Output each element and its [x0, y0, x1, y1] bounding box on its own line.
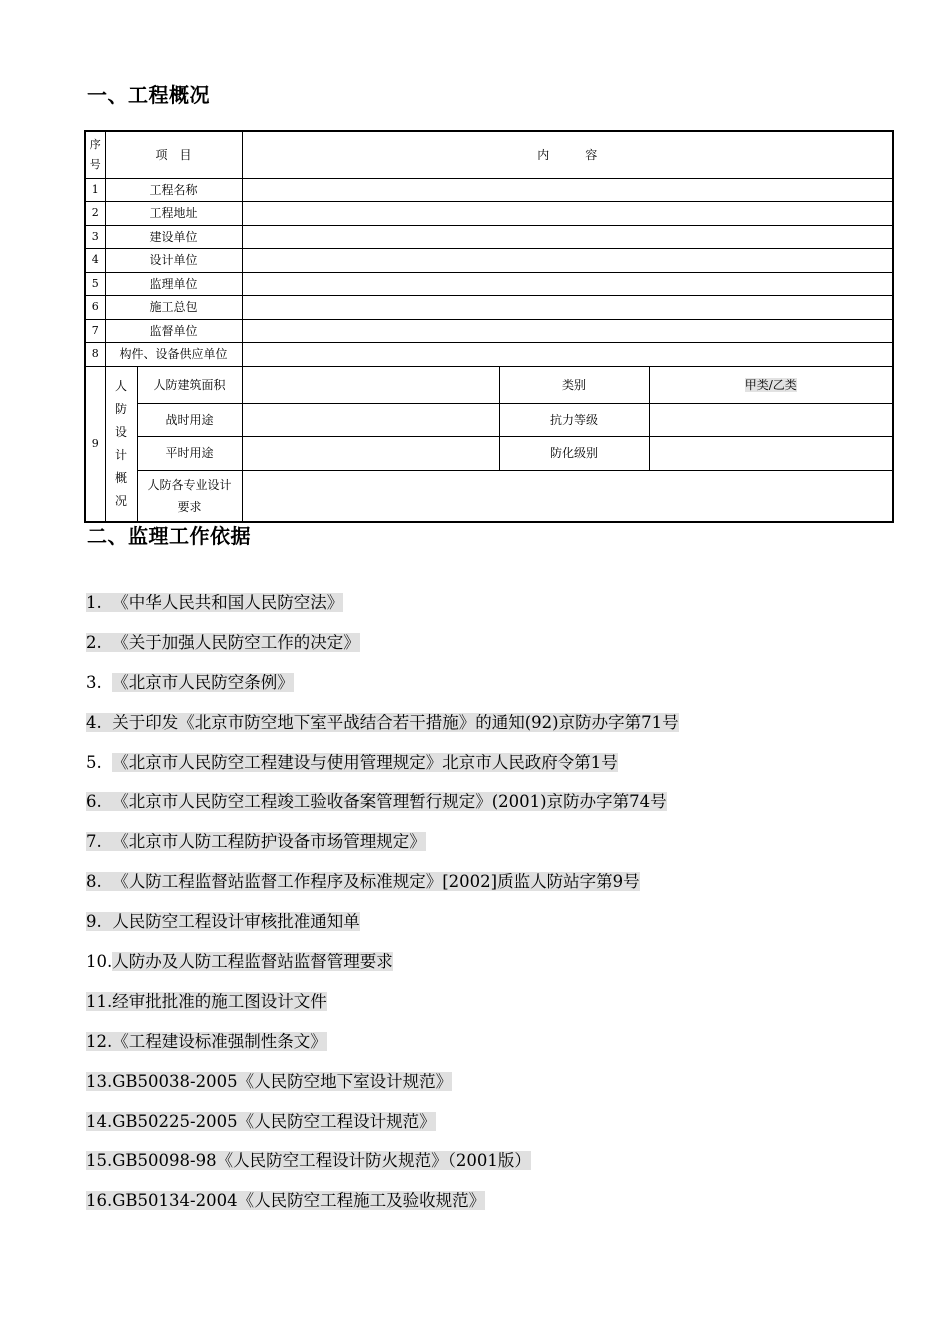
requirements-label: 人防各专业设计要求 [137, 470, 242, 522]
civil-defense-row-wartime [85, 403, 893, 436]
header-content: 内 容 [242, 131, 893, 178]
civil-defense-row-area [85, 366, 893, 403]
list-item [86, 870, 846, 910]
item-num: 3. [86, 672, 102, 692]
item-num: 14. [86, 1111, 113, 1131]
item-num: 9. [86, 912, 102, 932]
section-title-overview: 一、工程概况 [87, 83, 210, 107]
item-text: 《中华人民共和国人民防空法》 [112, 593, 344, 612]
item-num: 2. [86, 632, 102, 652]
table-row [85, 319, 893, 343]
list-item [86, 591, 846, 631]
row-seq: 1 [85, 178, 105, 202]
list-item [86, 1189, 846, 1229]
item-num: 5. [86, 752, 102, 772]
item-num: 7. [86, 832, 102, 852]
row-seq: 3 [85, 225, 105, 249]
row-item: 设计单位 [105, 249, 242, 273]
row-seq: 7 [85, 319, 105, 343]
item-num: 8. [86, 872, 102, 892]
item-text: 人防办及人防工程监督站监督管理要求 [112, 952, 393, 972]
table-header-row [85, 131, 893, 178]
item-text: GB50098-98《人民防空工程设计防火规范》（2001版） [112, 1151, 531, 1171]
list-item [86, 751, 846, 791]
item-text: GB50134-2004《人民防空工程施工及验收规范》 [112, 1191, 486, 1211]
item-text: 《关于加强人民防空工作的决定》 [112, 632, 360, 652]
chemical-value-empty[interactable] [649, 436, 893, 470]
list-item [86, 631, 846, 671]
civil-defense-row-requirements [85, 470, 893, 522]
item-text: 《北京市人防工程防护设备市场管理规定》 [112, 832, 426, 852]
resistance-value-empty[interactable] [649, 403, 893, 436]
table-row [85, 249, 893, 273]
item-num: 4. [86, 712, 102, 732]
list-item [86, 950, 846, 990]
table-row [85, 272, 893, 296]
item-text: 《北京市人民防空工程建设与使用管理规定》北京市人民政府令第1号 [112, 752, 618, 772]
list-item [86, 910, 846, 950]
item-num: 15. [86, 1151, 113, 1171]
item-text: 经审批批准的施工图设计文件 [112, 991, 327, 1011]
peacetime-value-empty[interactable] [242, 436, 499, 470]
row-item: 监理单位 [105, 272, 242, 296]
item-text: 《人防工程监督站监督工作程序及标准规定》[2002]质监人防站字第9号 [112, 872, 640, 892]
resistance-label: 抗力等级 [499, 403, 649, 436]
section-title-basis: 二、监理工作依据 [87, 524, 251, 548]
list-item [86, 790, 846, 830]
row-item: 工程地址 [105, 202, 242, 226]
row-item: 工程名称 [105, 178, 242, 202]
basis-list [86, 591, 846, 1229]
row-content-empty[interactable] [242, 249, 893, 273]
row-seq: 2 [85, 202, 105, 226]
chemical-label: 防化级别 [499, 436, 649, 470]
item-num: 13. [86, 1071, 113, 1091]
row-seq: 4 [85, 249, 105, 273]
requirements-value-empty[interactable] [242, 470, 893, 522]
item-num: 11. [86, 991, 113, 1011]
row-seq: 8 [85, 343, 105, 367]
header-seq: 序号 [85, 131, 105, 178]
wartime-label: 战时用途 [137, 403, 242, 436]
civil-defense-row-peacetime [85, 436, 893, 470]
row-content-empty[interactable] [242, 343, 893, 367]
item-num: 16. [86, 1191, 113, 1211]
table-row [85, 343, 893, 367]
row-seq: 5 [85, 272, 105, 296]
item-num: 10. [86, 952, 113, 972]
list-item [86, 1149, 846, 1189]
category-value[interactable] [649, 366, 893, 403]
row-seq: 9 [85, 366, 105, 522]
area-value-empty[interactable] [242, 366, 499, 403]
row-item: 建设单位 [105, 225, 242, 249]
item-num: 1. [86, 593, 102, 612]
item-text: GB50038-2005《人民防空地下室设计规范》 [112, 1071, 453, 1091]
list-item [86, 671, 846, 711]
category-value-text: 甲类/乙类 [744, 377, 797, 392]
item-text: 《北京市人民防空工程竣工验收备案管理暂行规定》(2001)京防办字第74号 [112, 792, 667, 812]
table-row [85, 225, 893, 249]
row-content-empty[interactable] [242, 272, 893, 296]
peacetime-label: 平时用途 [137, 436, 242, 470]
list-item [86, 830, 846, 870]
row-content-empty[interactable] [242, 178, 893, 202]
list-item [86, 1070, 846, 1110]
table-row [85, 178, 893, 202]
item-num: 12. [86, 1031, 113, 1051]
table-row [85, 296, 893, 320]
project-overview-table [84, 130, 894, 523]
item-text: 《工程建设标准强制性条文》 [112, 1031, 327, 1051]
item-num: 6. [86, 792, 102, 812]
row-item: 构件、设备供应单位 [105, 343, 242, 367]
list-item [86, 711, 846, 751]
item-text: 《北京市人民防空条例》 [112, 672, 294, 692]
list-item [86, 1110, 846, 1150]
item-text: 关于印发《北京市防空地下室平战结合若干措施》的通知(92)京防办字第71号 [112, 712, 679, 732]
row-item: 监督单位 [105, 319, 242, 343]
civil-defense-group-label: 人防设计概况 [105, 366, 137, 522]
row-seq: 6 [85, 296, 105, 320]
row-content-empty[interactable] [242, 319, 893, 343]
category-label: 类别 [499, 366, 649, 403]
row-content-empty[interactable] [242, 202, 893, 226]
header-item: 项 目 [105, 131, 242, 178]
area-label: 人防建筑面积 [137, 366, 242, 403]
item-text: GB50225-2005《人民防空工程设计规范》 [112, 1111, 436, 1131]
wartime-value-empty[interactable] [242, 403, 499, 436]
row-item: 施工总包 [105, 296, 242, 320]
row-content-empty[interactable] [242, 225, 893, 249]
list-item [86, 990, 846, 1030]
list-item [86, 1030, 846, 1070]
item-text: 人民防空工程设计审核批准通知单 [112, 912, 360, 932]
row-content-empty[interactable] [242, 296, 893, 320]
table-row [85, 202, 893, 226]
